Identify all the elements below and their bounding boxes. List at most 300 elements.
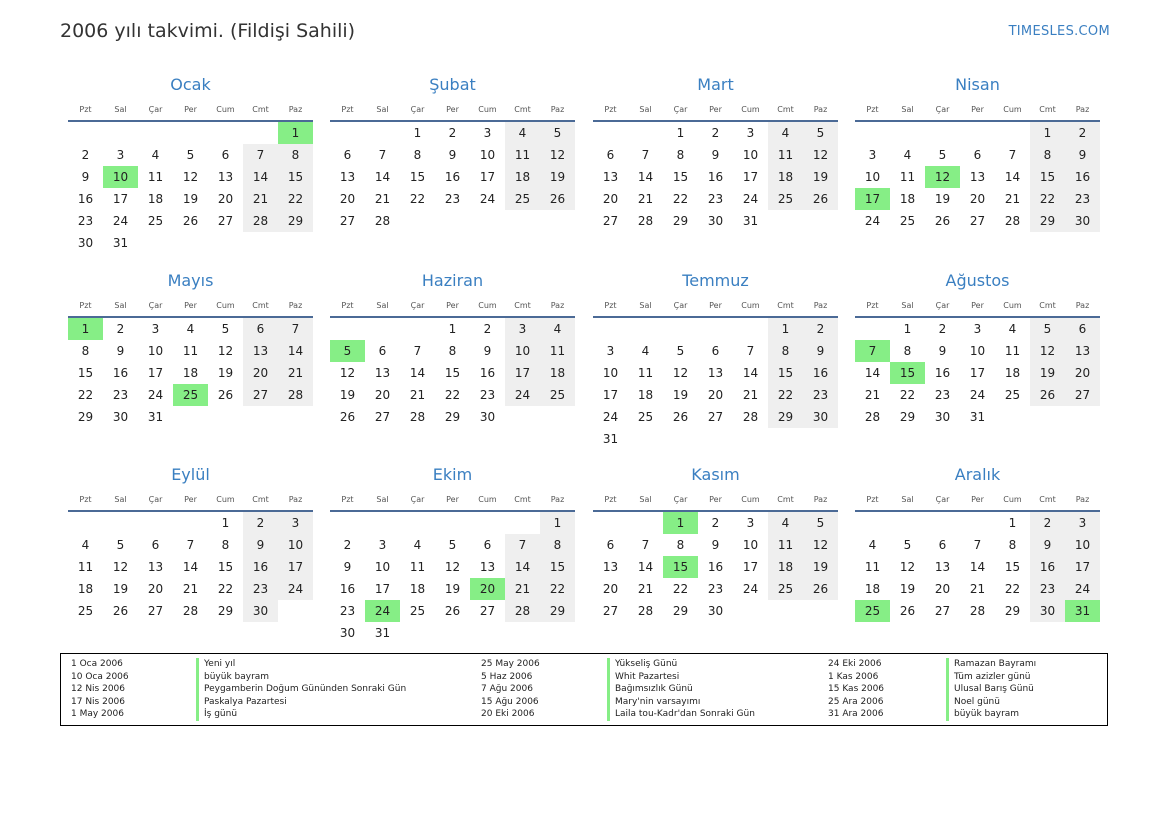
day-cell: 18 (182, 366, 199, 380)
day-cell: 3 (116, 148, 125, 162)
day-cell: 6 (606, 538, 615, 552)
empty-day-cell (243, 122, 278, 144)
day-cell: 23 (803, 384, 838, 406)
empty-day-cell (470, 512, 505, 534)
weekday-label: Sal (114, 495, 127, 504)
holiday-name: Whit Pazartesi (615, 671, 680, 682)
day-cell: 28 (1004, 214, 1021, 228)
day-cell: 30 (934, 410, 951, 424)
holiday-separator (946, 658, 949, 721)
day-cell: 10 (969, 344, 986, 358)
day-cell: 20 (934, 582, 951, 596)
day-cell: 22 (899, 388, 916, 402)
day-cell: 22 (540, 578, 575, 600)
day-cell: 12 (540, 144, 575, 166)
month-name: Ağustos (945, 271, 1010, 290)
empty-day-cell (173, 512, 208, 534)
holiday-date-column (71, 658, 129, 721)
empty-day-cell (208, 406, 243, 428)
days-grid (593, 512, 838, 622)
empty-day-cell (733, 428, 768, 450)
day-cell: 5 (1030, 318, 1065, 340)
day-cell: 7 (413, 344, 422, 358)
day-cell: 9 (1030, 534, 1065, 556)
day-cell: 4 (81, 538, 90, 552)
weekday-label: Pzt (604, 301, 617, 310)
day-cell: 5 (330, 340, 365, 362)
empty-day-cell (243, 406, 278, 428)
day-cell: 19 (899, 582, 916, 596)
holiday-name: Tüm azizler günü (954, 671, 1031, 682)
empty-day-cell (540, 622, 575, 644)
weekday-label: Cmt (514, 301, 531, 310)
day-cell: 18 (1004, 366, 1021, 380)
empty-day-cell (400, 512, 435, 534)
day-cell: 18 (409, 582, 426, 596)
day-cell: 30 (479, 410, 496, 424)
day-cell: 15 (444, 366, 461, 380)
month-name: Nisan (955, 75, 1000, 94)
day-cell: 22 (1004, 582, 1021, 596)
day-cell: 1 (278, 122, 313, 144)
day-cell: 31 (374, 626, 391, 640)
day-cell: 9 (711, 148, 720, 162)
holiday-separator (607, 658, 610, 721)
day-cell: 28 (409, 410, 426, 424)
day-cell: 9 (343, 560, 352, 574)
day-cell: 4 (768, 512, 803, 534)
day-cell: 22 (672, 192, 689, 206)
day-cell: 7 (505, 534, 540, 556)
day-cell: 29 (1004, 604, 1021, 618)
empty-day-cell (505, 210, 540, 232)
weekday-label: Sal (639, 105, 652, 114)
day-cell: 24 (112, 214, 129, 228)
day-cell: 31 (1065, 600, 1100, 622)
empty-day-cell (540, 406, 575, 428)
empty-day-cell (803, 600, 838, 622)
empty-day-cell (698, 428, 733, 450)
holiday-date: 20 Eki 2006 (481, 709, 535, 720)
day-cell: 2 (803, 318, 838, 340)
day-cell: 13 (602, 170, 619, 184)
day-cell: 28 (243, 210, 278, 232)
day-cell: 1 (663, 512, 698, 534)
holiday-name: Ulusal Barış Günü (954, 684, 1034, 695)
weekday-label: Pzt (341, 105, 354, 114)
day-cell: 9 (116, 344, 125, 358)
day-cell: 20 (243, 362, 278, 384)
weekday-label: Paz (1075, 495, 1090, 504)
day-cell: 3 (746, 516, 755, 530)
weekday-header (330, 100, 575, 122)
day-cell: 25 (768, 188, 803, 210)
holiday-name: Mary'nin varsayımı (615, 696, 701, 707)
day-cell: 26 (672, 410, 689, 424)
month-name: Ocak (170, 75, 211, 94)
day-cell: 10 (147, 344, 164, 358)
empty-day-cell (173, 122, 208, 144)
day-cell: 30 (339, 626, 356, 640)
day-cell: 5 (116, 538, 125, 552)
day-cell: 6 (973, 148, 982, 162)
day-cell: 23 (1030, 578, 1065, 600)
day-cell: 19 (803, 166, 838, 188)
day-cell: 22 (278, 188, 313, 210)
day-cell: 15 (77, 366, 94, 380)
day-cell: 4 (868, 538, 877, 552)
holiday-date: 1 May 2006 (71, 709, 124, 720)
day-cell: 25 (1004, 388, 1021, 402)
day-cell: 23 (77, 214, 94, 228)
weekday-label: Pzt (341, 301, 354, 310)
day-cell: 27 (1065, 384, 1100, 406)
empty-day-cell (103, 122, 138, 144)
day-cell: 13 (147, 560, 164, 574)
day-cell: 27 (374, 410, 391, 424)
days-grid (330, 122, 575, 232)
day-cell: 26 (803, 578, 838, 600)
weekday-label: Sal (376, 105, 389, 114)
empty-day-cell (593, 512, 628, 534)
holiday-name: Laila tou-Kadr'dan Sonraki Gün (615, 709, 755, 720)
day-cell: 16 (707, 170, 724, 184)
empty-day-cell (855, 122, 890, 144)
weekday-header (68, 296, 313, 318)
empty-day-cell (470, 210, 505, 232)
day-cell: 17 (147, 366, 164, 380)
day-cell: 22 (409, 192, 426, 206)
day-cell: 1 (1008, 516, 1017, 530)
day-cell: 13 (602, 560, 619, 574)
day-cell: 4 (505, 122, 540, 144)
day-cell: 13 (934, 560, 951, 574)
day-cell: 5 (186, 148, 195, 162)
day-cell: 22 (1030, 188, 1065, 210)
day-cell: 22 (217, 582, 234, 596)
day-cell: 24 (742, 582, 759, 596)
weekday-label: Cum (1003, 301, 1022, 310)
weekday-label: Çar (410, 495, 425, 504)
month-calendar (68, 464, 313, 622)
day-cell: 11 (899, 170, 916, 184)
empty-day-cell (925, 512, 960, 534)
day-cell: 5 (803, 512, 838, 534)
day-cell: 29 (1030, 210, 1065, 232)
day-cell: 14 (409, 366, 426, 380)
weekday-header (855, 490, 1100, 512)
empty-day-cell (330, 318, 365, 340)
day-cell: 20 (707, 388, 724, 402)
day-cell: 21 (969, 582, 986, 596)
day-cell: 13 (243, 340, 278, 362)
day-cell: 23 (444, 192, 461, 206)
empty-day-cell (138, 512, 173, 534)
day-cell: 1 (448, 322, 457, 336)
weekday-label: Cum (216, 301, 235, 310)
day-cell: 11 (505, 144, 540, 166)
day-cell: 6 (1065, 318, 1100, 340)
weekday-label: Sal (376, 495, 389, 504)
day-cell: 21 (637, 192, 654, 206)
day-cell: 18 (768, 556, 803, 578)
weekday-label: Per (184, 105, 197, 114)
holiday-date: 1 Kas 2006 (828, 671, 879, 682)
day-cell: 31 (969, 410, 986, 424)
day-cell: 30 (803, 406, 838, 428)
weekday-label: Pzt (866, 495, 879, 504)
day-cell: 7 (1008, 148, 1017, 162)
day-cell: 13 (339, 170, 356, 184)
day-cell: 8 (221, 538, 230, 552)
day-cell: 7 (973, 538, 982, 552)
day-cell: 31 (742, 214, 759, 228)
month-calendar (68, 74, 313, 254)
day-cell: 24 (602, 410, 619, 424)
weekday-label: Cmt (1039, 301, 1056, 310)
weekday-label: Paz (813, 495, 828, 504)
day-cell: 23 (479, 388, 496, 402)
day-cell: 12 (803, 534, 838, 556)
weekday-label: Cum (478, 105, 497, 114)
day-cell: 14 (637, 170, 654, 184)
weekday-label: Cum (741, 105, 760, 114)
holiday-date: 15 Kas 2006 (828, 684, 885, 695)
empty-day-cell (663, 428, 698, 450)
day-cell: 27 (339, 214, 356, 228)
empty-day-cell (138, 122, 173, 144)
weekday-label: Cmt (777, 301, 794, 310)
day-cell: 19 (182, 192, 199, 206)
day-cell: 15 (768, 362, 803, 384)
weekday-header (855, 296, 1100, 318)
day-cell: 11 (182, 344, 199, 358)
empty-day-cell (1030, 406, 1065, 428)
empty-day-cell (890, 512, 925, 534)
day-cell: 6 (378, 344, 387, 358)
holiday-name: Yeni yıl (204, 659, 236, 669)
empty-day-cell (103, 512, 138, 534)
empty-day-cell (663, 318, 698, 340)
month-calendar (855, 74, 1100, 232)
day-cell: 18 (768, 166, 803, 188)
day-cell: 24 (479, 192, 496, 206)
empty-day-cell (995, 122, 1030, 144)
day-cell: 7 (186, 538, 195, 552)
day-cell: 11 (540, 340, 575, 362)
month-calendar (855, 464, 1100, 622)
holiday-date: 7 Ağu 2006 (481, 684, 533, 695)
day-cell: 26 (899, 604, 916, 618)
day-cell: 29 (768, 406, 803, 428)
day-cell: 15 (1030, 166, 1065, 188)
day-cell: 19 (540, 166, 575, 188)
weekday-label: Cum (1003, 105, 1022, 114)
day-cell: 6 (151, 538, 160, 552)
day-cell: 10 (103, 166, 138, 188)
holiday-name-column (615, 658, 755, 721)
day-cell: 20 (339, 192, 356, 206)
day-cell: 26 (803, 188, 838, 210)
day-cell: 25 (77, 604, 94, 618)
weekday-label: Paz (813, 105, 828, 114)
day-cell: 12 (899, 560, 916, 574)
month-calendar (330, 74, 575, 232)
day-cell: 23 (707, 192, 724, 206)
weekday-header (68, 100, 313, 122)
day-cell: 8 (540, 534, 575, 556)
weekday-label: Çar (935, 495, 950, 504)
weekday-label: Cmt (1039, 495, 1056, 504)
holiday-date: 25 May 2006 (481, 659, 540, 669)
weekday-label: Pzt (79, 495, 92, 504)
day-cell: 24 (1065, 578, 1100, 600)
weekday-label: Pzt (604, 105, 617, 114)
weekday-label: Sal (901, 495, 914, 504)
day-cell: 10 (742, 148, 759, 162)
day-cell: 30 (1030, 600, 1065, 622)
day-cell: 8 (1030, 144, 1065, 166)
day-cell: 15 (409, 170, 426, 184)
month-name: Şubat (429, 75, 476, 94)
day-cell: 14 (864, 366, 881, 380)
day-cell: 11 (864, 560, 881, 574)
day-cell: 8 (676, 148, 685, 162)
day-cell: 1 (221, 516, 230, 530)
day-cell: 1 (768, 318, 803, 340)
weekday-label: Pzt (79, 105, 92, 114)
day-cell: 21 (637, 582, 654, 596)
empty-day-cell (330, 512, 365, 534)
weekday-label: Cmt (514, 495, 531, 504)
day-cell: 28 (505, 600, 540, 622)
empty-day-cell (68, 512, 103, 534)
weekday-label: Cmt (252, 495, 269, 504)
day-cell: 10 (602, 366, 619, 380)
day-cell: 10 (505, 340, 540, 362)
day-cell: 4 (151, 148, 160, 162)
holiday-separator (196, 658, 199, 721)
weekday-label: Cum (216, 105, 235, 114)
day-cell: 9 (803, 340, 838, 362)
day-cell: 20 (470, 578, 505, 600)
weekday-label: Sal (901, 301, 914, 310)
day-cell: 10 (479, 148, 496, 162)
day-cell: 14 (243, 166, 278, 188)
day-cell: 26 (934, 214, 951, 228)
day-cell: 4 (540, 318, 575, 340)
weekday-label: Cum (741, 301, 760, 310)
empty-day-cell (1065, 406, 1100, 428)
holiday-name-column (954, 658, 1036, 721)
day-cell: 24 (864, 214, 881, 228)
day-cell: 28 (637, 214, 654, 228)
holiday-date: 15 Ağu 2006 (481, 696, 539, 707)
day-cell: 10 (374, 560, 391, 574)
month-name: Mayıs (167, 271, 214, 290)
day-cell: 3 (746, 126, 755, 140)
day-cell: 18 (540, 362, 575, 384)
site-link[interactable]: TIMESLES.COM (1008, 24, 1110, 39)
empty-day-cell (365, 512, 400, 534)
day-cell: 16 (1030, 556, 1065, 578)
day-cell: 8 (768, 340, 803, 362)
day-cell: 29 (672, 214, 689, 228)
day-cell: 2 (483, 322, 492, 336)
day-cell: 20 (602, 192, 619, 206)
empty-day-cell (138, 232, 173, 254)
day-cell: 6 (483, 538, 492, 552)
day-cell: 20 (969, 192, 986, 206)
day-cell: 17 (742, 170, 759, 184)
day-cell: 9 (448, 148, 457, 162)
weekday-label: Çar (673, 105, 688, 114)
weekday-label: Çar (410, 301, 425, 310)
day-cell: 15 (217, 560, 234, 574)
day-cell: 17 (742, 560, 759, 574)
day-cell: 28 (637, 604, 654, 618)
day-cell: 21 (278, 362, 313, 384)
day-cell: 10 (278, 534, 313, 556)
day-cell: 13 (217, 170, 234, 184)
weekday-label: Paz (288, 105, 303, 114)
empty-day-cell (628, 318, 663, 340)
day-cell: 31 (112, 236, 129, 250)
day-cell: 14 (505, 556, 540, 578)
month-name: Eylül (171, 465, 210, 484)
empty-day-cell (173, 232, 208, 254)
day-cell: 13 (707, 366, 724, 380)
day-cell: 13 (479, 560, 496, 574)
day-cell: 16 (243, 556, 278, 578)
day-cell: 2 (243, 512, 278, 534)
weekday-label: Cum (478, 495, 497, 504)
holiday-name: Paskalya Pazartesi (204, 696, 287, 707)
weekday-header (855, 100, 1100, 122)
weekday-label: Çar (673, 495, 688, 504)
day-cell: 1 (1030, 122, 1065, 144)
weekday-label: Cmt (252, 301, 269, 310)
holiday-date: 12 Nis 2006 (71, 684, 125, 695)
weekday-label: Sal (901, 105, 914, 114)
holiday-name: büyük bayram (954, 709, 1020, 720)
day-cell: 2 (938, 322, 947, 336)
empty-day-cell (733, 318, 768, 340)
day-cell: 7 (278, 318, 313, 340)
day-cell: 17 (278, 556, 313, 578)
empty-day-cell (278, 600, 313, 622)
holiday-date: 25 Ara 2006 (828, 696, 884, 707)
days-grid (855, 122, 1100, 232)
day-cell: 27 (243, 384, 278, 406)
month-name: Haziran (421, 271, 484, 290)
day-cell: 26 (540, 188, 575, 210)
day-cell: 26 (1030, 384, 1065, 406)
day-cell: 12 (1030, 340, 1065, 362)
day-cell: 19 (934, 192, 951, 206)
weekday-label: Cmt (777, 495, 794, 504)
weekday-label: Paz (1075, 301, 1090, 310)
day-cell: 25 (540, 384, 575, 406)
day-cell: 3 (1065, 512, 1100, 534)
day-cell: 5 (803, 122, 838, 144)
day-cell: 24 (742, 192, 759, 206)
weekday-label: Çar (935, 105, 950, 114)
day-cell: 19 (803, 556, 838, 578)
day-cell: 20 (147, 582, 164, 596)
empty-day-cell (540, 210, 575, 232)
day-cell: 14 (969, 560, 986, 574)
